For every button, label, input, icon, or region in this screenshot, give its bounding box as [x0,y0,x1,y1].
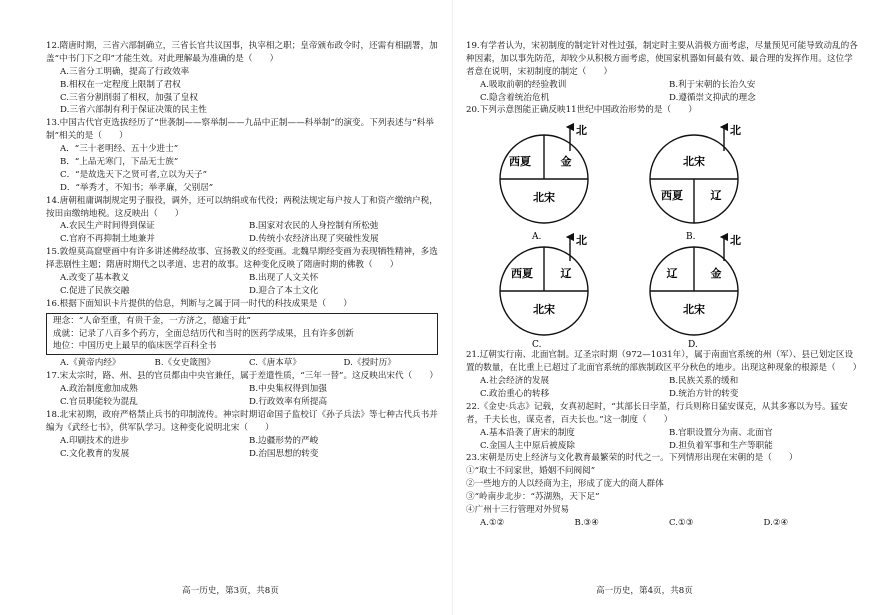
card-status: 地位：中国历史上最早的临床医学百科全书 [53,341,217,352]
question-14 [46,195,438,247]
question-13-stem: 13.中国古代官吏选拔经历了“世袭制——察举制——九品中正制——科举制”的演变。下列表述与“科举制”相关的是（ ） [46,118,434,142]
map-d [650,234,741,349]
map-a-label: A. [532,232,542,243]
option-d: D.迎合了本土文化 [249,285,319,296]
map-b-label: B. [686,232,696,243]
card-concept: 理念：“人命至重，有贵千金，一方济之，德逾于此” [53,315,251,326]
north-label: 北 [576,234,587,248]
statement-3: ③“岭南步北步：“苏湖熟，天下足” [466,492,600,503]
option-d: D.②④ [763,517,789,528]
option-d: D.行政效率有所提高 [249,397,328,408]
map-c [500,234,588,349]
option-d: D.治国思想的转变 [249,448,319,459]
option-b: B.出现了人文关怀 [249,273,319,284]
question-21 [466,349,862,401]
option-c: C.《唐本草》 [249,358,301,369]
question-22-stem: 22.《金史·兵志》记载，女真初起时，“其部长日孛堇，行兵则称日猛安谋克，从其多寡以为号。猛安者，千夫长也，谋克者，百夫长也。”这一制度（ ） [466,401,848,425]
region-xixia: 西夏 [661,189,683,203]
map-a [500,124,588,242]
option-a: A.社会经济的发展 [480,376,550,387]
map-c-label: C. [532,340,542,350]
question-21-stem: 21.辽朝实行南、北面官制。辽圣宗时期（972—1031年），属于南面官系统的州（军）、县已划定区设置的数量，在比重上已超过了北面官系统的部族制政区平分秋色的地步。出现这种现象的根源是（ ） [466,350,862,374]
region-jin: 金 [710,267,722,281]
region-beisong: 北宋 [533,303,555,317]
page-footer-left: 高一历史，第3页，共8页 [182,586,279,596]
option-b: B.③④ [574,517,599,528]
option-b: B.民族关系的缓和 [669,376,739,387]
page-divider [452,0,453,615]
option-a: A.《黄帝内经》 [60,358,121,369]
option-c: C.三省分割削弱了相权，加强了皇权 [60,92,198,103]
option-c: C.隐含着统治危机 [480,92,550,103]
region-xixia: 西夏 [511,267,533,281]
question-20-stem: 20.下列示意图能正确反映11世纪中国政治形势的是（ ） [466,105,697,116]
region-beisong: 北宋 [533,191,555,205]
option-c: C.促进了民族交融 [60,285,130,296]
option-c: C．“是故选天下之贤可者,立以为天子” [60,169,208,180]
question-23 [466,452,858,529]
question-20 [466,104,858,349]
question-18 [46,409,438,461]
question-15 [46,246,438,298]
question-17-stem: 17.宋太宗时，路、州、县的官员都由中央官兼任，属于差遣性质，“三年一替”。这反映出宋代（ ） [46,371,438,382]
option-a: A.印刷技术的进步 [60,435,130,446]
north-label: 北 [730,124,741,138]
statement-4: ④广州十三行管理对外贸易 [466,505,570,516]
option-d: D．“举秀才，不知书；举孝廉，父别居” [60,182,214,193]
option-a: A.政治制度愈加成熟 [60,384,138,395]
option-c: C.政治重心的转移 [480,389,550,400]
statement-1: ①“取士不问家世，婚姻不问阀阅” [466,466,596,477]
option-b: B．“上品无寒门，下品无士族” [60,157,179,168]
option-a: A.吸取前朝的经验教训 [480,79,567,90]
question-17 [46,370,438,409]
option-b: B.官职设置分为南、北面官 [669,427,773,438]
region-liao: 辽 [710,189,722,203]
option-a: A．“三十老明经、五十少进士” [60,144,179,155]
option-b: B.《女史箴图》 [154,358,216,369]
map-d-label: D. [688,340,698,350]
option-c: C.金国人主中原后被废除 [480,440,575,451]
knowledge-card [46,313,438,356]
question-22 [466,401,858,453]
political-maps [466,119,856,349]
option-d: D.担负着军事和生产等职能 [669,440,773,451]
option-b: B.国家对农民的人身控制有所松弛 [249,221,379,232]
option-d: D.三省六部制有利于保证决策的民主性 [60,105,207,116]
question-12-stem: 12.隋唐时期，三省六部制确立，三省长官共议国事，执宰相之职；皇帝颁布政令时，还需有相副署，加盖“中书门下之印”才能生效。对此理解最为准确的是（ ） [46,41,438,64]
option-a: A.基本沿袭了唐宋的制度 [480,427,575,438]
question-16 [46,298,438,370]
north-label: 北 [730,234,741,248]
option-a: A.①② [480,517,505,528]
region-beisong: 北宋 [683,155,705,169]
option-d: D.传统小农经济出现了突破性发展 [249,234,379,245]
region-jin: 金 [560,155,572,169]
region-xixia: 西夏 [509,155,531,169]
question-15-stem: 15.敦煌莫高窟壁画中有许多讲述佛经故事、宣扬教义的经变画。北魏早期经变画为表现牺牲精神，多选择悲剧性主题；隋唐时期代之以孝道、忠君的故事。这种变化反映了隋唐时期的佛教（ ） [46,247,438,271]
option-b: B.相权在一定程度上限制了君权 [60,79,181,90]
region-liao: 辽 [666,267,678,281]
option-d: D.遵循崇文抑武的理念 [669,92,756,103]
option-b: B.中央集权得到加强 [249,384,327,395]
option-b: B.利于宋朝的长治久安 [669,79,756,90]
north-label: 北 [576,124,587,138]
question-13 [46,117,438,194]
page-footer-right: 高一历史，第4页，共8页 [596,586,693,596]
question-14-stem: 14.唐朝租庸调制规定男子服役，调外，还可以纳绢或布代役；两税法规定每户按人丁和资产缴纳户税，按田亩缴纳地税。这反映出（ ） [46,195,438,219]
question-19-stem: 19.有学者认为，宋初制度的制定针对性过强，制定时主要从消极方面考虑，尽量预见可能导致动乱的各种因素，加以事先防范，却较少从积极方面考虑，使国家机器如何最有效、最合理的发挥作用。这位学者意在说明，宋初制度的制定（ ） [466,41,858,77]
card-achievement: 成就：记录了八百多个药方，全面总结历代和当时的医药学成果，且有许多创新 [53,328,354,339]
question-18-stem: 18.北宋初期，政府严格禁止兵书的印制流传。神宗时期诏命国子监校订《孙子兵法》等七种古代兵书并编为《武经七书》，供军队学习。这种变化说明北宋（ ） [46,409,438,433]
statement-2: ②一些地方的人以经商为主，形成了庞大的商人群体 [466,479,664,490]
question-23-stem: 23.宋朝是历史上经济与文化教育最繁荣的时代之一。下列情形出现在宋朝的是（ ） [466,453,798,464]
region-beisong: 北宋 [683,303,705,317]
option-a: A.三省分工明确，提高了行政效率 [60,66,190,77]
question-12 [46,40,438,117]
question-19 [466,40,858,104]
option-c: C.文化教育的发展 [60,448,130,459]
question-16-stem: 16.根据下面知识卡片提供的信息，判断与之属于同一时代的科技成果是（ ） [46,298,352,309]
option-d: D.统治方针的转变 [669,389,739,400]
option-d: D.《授时历》 [343,358,396,369]
left-page [46,40,438,461]
option-c: C.官员职能较为混乱 [60,397,138,408]
maps-svg [466,119,856,349]
map-b [650,124,741,242]
option-b: B.边疆形势的严峻 [249,435,319,446]
option-c: C.官府不再抑制土地兼并 [60,234,155,245]
region-liao: 辽 [560,267,572,281]
option-a: A.改变了基本教义 [60,273,130,284]
right-page [466,40,862,530]
option-c: C.①③ [669,517,694,528]
option-a: A.农民生产时间得到保证 [60,221,155,232]
